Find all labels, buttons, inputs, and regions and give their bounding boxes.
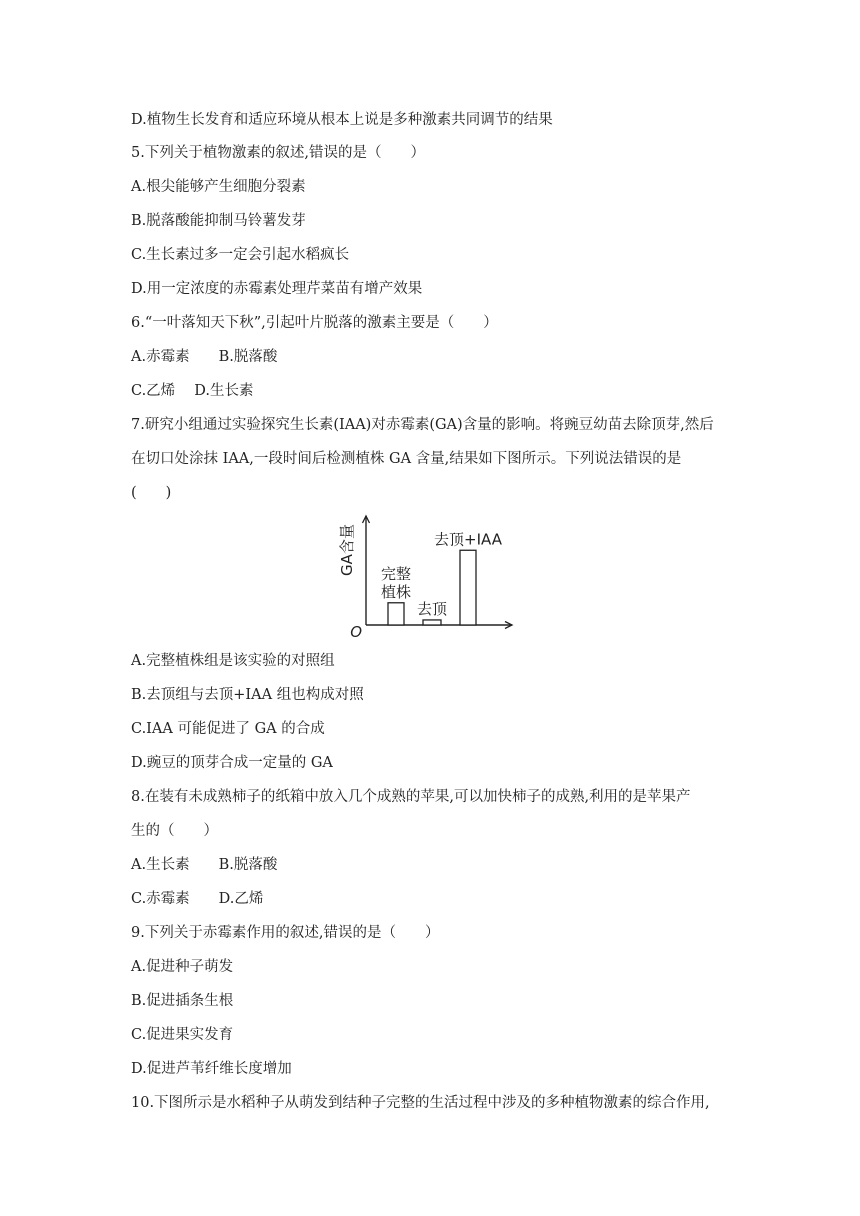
- text-line: C.乙烯 D.生长素: [131, 383, 254, 399]
- chart-svg: [340, 508, 520, 640]
- text-line: C.赤霉素 D.乙烯: [131, 891, 264, 907]
- bar-2: [423, 620, 441, 625]
- text-line: D.植物生长发育和适应环境从根本上说是多种激素共同调节的结果: [131, 112, 553, 128]
- text-line: 在切口处涂抹 IAA,一段时间后检测植株 GA 含量,结果如下图所示。下列说法错误的是: [131, 451, 682, 467]
- text-line: B.脱落酸能抑制马铃薯发芽: [131, 213, 306, 229]
- text-line: A.生长素 B.脱落酸: [131, 857, 278, 873]
- text-line: 10.下图所示是水稻种子从萌发到结种子完整的生活过程中涉及的多种植物激素的综合作用,: [131, 1095, 710, 1111]
- text-line: D.促进芦苇纤维长度增加: [131, 1061, 292, 1077]
- text-line: C.生长素过多一定会引起水稻疯长: [131, 247, 350, 263]
- text-line: C.促进果实发育: [131, 1027, 234, 1043]
- text-line: D.豌豆的顶芽合成一定量的 GA: [131, 755, 333, 771]
- text-line: B.去顶组与去顶+IAA 组也构成对照: [131, 687, 364, 703]
- text-line: 生的（ ）: [131, 823, 218, 839]
- text-line: 6.“一叶落知天下秋”,引起叶片脱落的激素主要是（ ）: [131, 315, 498, 331]
- text-line: C.IAA 可能促进了 GA 的合成: [131, 721, 325, 737]
- text-line: A.完整植株组是该实验的对照组: [131, 653, 335, 669]
- text-line: A.根尖能够产生细胞分裂素: [131, 179, 306, 195]
- bar-label: 去顶: [416, 599, 448, 618]
- text-line: A.赤霉素 B.脱落酸: [131, 349, 278, 365]
- text-line: A.促进种子萌发: [131, 959, 234, 975]
- bar-label: 完整: [380, 564, 412, 583]
- bar-3: [460, 550, 476, 625]
- text-line: D.用一定浓度的赤霉素处理芹菜苗有增产效果: [131, 281, 423, 297]
- text-line: ( ): [131, 485, 172, 501]
- bar-label: 植株: [380, 582, 412, 601]
- text-line: 7.研究小组通过实验探究生长素(IAA)对赤霉素(GA)含量的影响。将豌豆幼苗去除顶芽,然后: [131, 417, 714, 433]
- bar-1: [388, 603, 404, 625]
- y-axis-label: GA含量: [338, 524, 356, 576]
- bar-label: 去顶+IAA: [434, 530, 502, 549]
- text-line: 8.在装有未成熟柿子的纸箱中放入几个成熟的苹果,可以加快柿子的成熟,利用的是苹果产: [131, 789, 691, 805]
- origin-label: O: [350, 623, 362, 641]
- text-line: B.促进插条生根: [131, 993, 234, 1009]
- text-line: 9.下列关于赤霉素作用的叙述,错误的是（ ）: [131, 925, 440, 941]
- ga-content-bar-chart: [340, 508, 520, 640]
- text-line: 5.下列关于植物激素的叙述,错误的是（ ）: [131, 145, 425, 161]
